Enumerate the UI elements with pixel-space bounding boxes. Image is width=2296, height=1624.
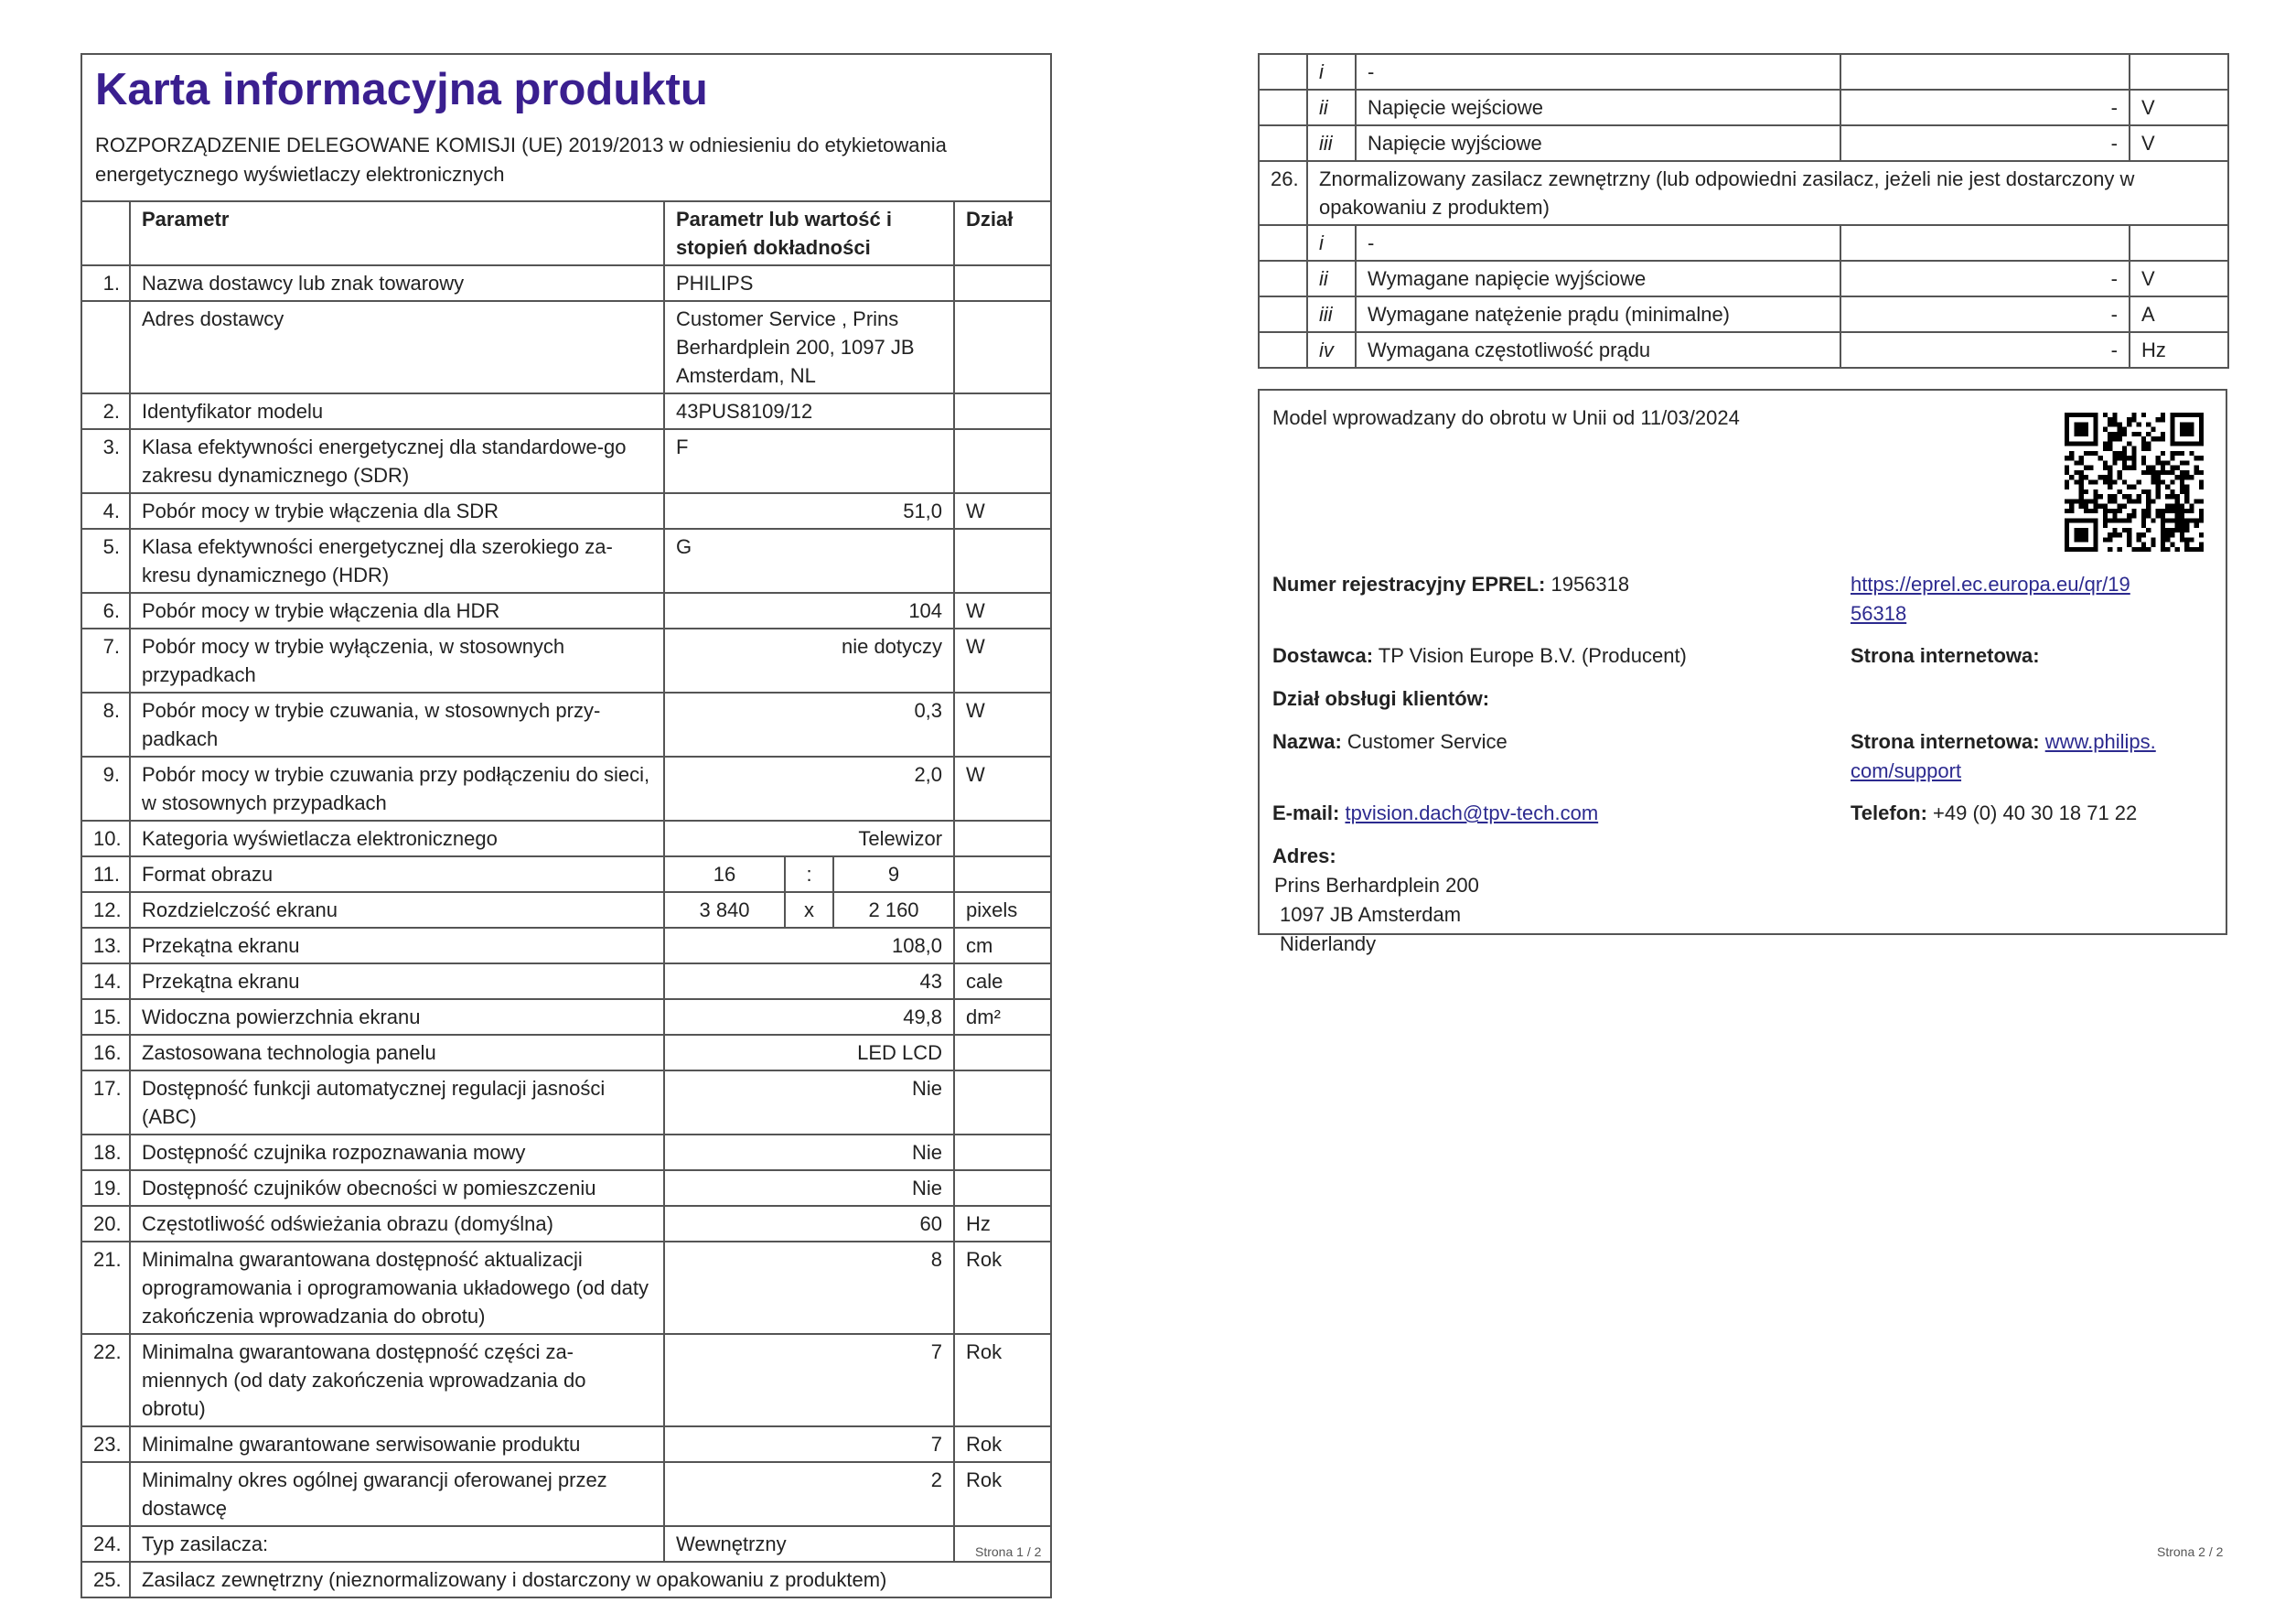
row-value: F — [664, 429, 954, 493]
table-row-26: 26. Znormalizowany zasilacz zewnętrzny (lub odpowiedni zasilacz, jeżeli nie jest dostarczony w opakowaniu z produktem) — [1259, 161, 2228, 225]
header-param: Parametr — [130, 201, 664, 265]
row-number: 1. — [81, 265, 130, 301]
row-unit: W — [954, 493, 1051, 529]
table-row — [81, 1462, 1051, 1526]
table-row-format: 11. Format obrazu 16 : 9 — [81, 856, 1051, 892]
customer-service-label: Dział obsługi klientów: — [1272, 687, 1490, 710]
sub-row-index: ii — [1307, 261, 1356, 296]
row-value: Wewnętrzny — [664, 1526, 954, 1562]
row-unit: Rok — [954, 1334, 1051, 1426]
row-parameter: Typ zasilacza: — [130, 1526, 664, 1562]
sub-row-spacer — [1259, 54, 1307, 90]
row-value: 104 — [664, 593, 954, 629]
table-row — [81, 1526, 1051, 1562]
eprel-link[interactable]: https://eprel.ec.europa.eu/qr/19 56318 — [1851, 573, 2130, 625]
row-parameter: Minimalny okres ogólnej gwarancji oferowanej przez dostawcę — [130, 1462, 664, 1526]
sub-row-index: iii — [1307, 125, 1356, 161]
sub-row-spacer — [1259, 332, 1307, 368]
sub-row-parameter: Napięcie wyjściowe — [1356, 125, 1840, 161]
row-number — [81, 1462, 130, 1526]
table-row — [81, 693, 1051, 757]
row-value: 49,8 — [664, 999, 954, 1035]
sub-row-parameter: Wymagane napięcie wyjściowe — [1356, 261, 1840, 296]
row-number: 10. — [81, 821, 130, 856]
power-supply-table — [1258, 53, 2229, 369]
row-number: 14. — [81, 963, 130, 999]
row-number: 16. — [81, 1035, 130, 1070]
row-number: 3. — [81, 429, 130, 493]
row-value: nie dotyczy — [664, 629, 954, 693]
sub-row-spacer — [1259, 225, 1307, 261]
row-parameter: Minimalna gwarantowana dostępność aktualizacji oprogramowania i oprogramowania układowego (od daty zakończenia wprowadzania do obrotu) — [130, 1242, 664, 1334]
page-1 — [80, 53, 1052, 1598]
address-line-3: Niderlandy — [1280, 932, 1377, 955]
eprel-label: Numer rejestracyjny EPREL: — [1272, 573, 1546, 596]
row-value: 0,3 — [664, 693, 954, 757]
row-value: 8 — [664, 1242, 954, 1334]
phone-label: Telefon: — [1851, 801, 1927, 824]
row-number: 20. — [81, 1206, 130, 1242]
row-value: 2 — [664, 1462, 954, 1526]
table-row — [81, 493, 1051, 529]
table-row — [81, 265, 1051, 301]
table-row — [81, 629, 1051, 693]
table-row — [81, 429, 1051, 493]
row-value: G — [664, 529, 954, 593]
row-value: Nie — [664, 1170, 954, 1206]
sub-row-index: i — [1307, 54, 1356, 90]
row-value: 51,0 — [664, 493, 954, 529]
row-parameter: Minimalna gwarantowana dostępność części za-miennych (od daty zakończenia wprowadzania do obrotu) — [130, 1334, 664, 1426]
row-value: Nie — [664, 1135, 954, 1170]
table-row — [81, 821, 1051, 856]
table-row — [81, 393, 1051, 429]
header-unit: Dział — [954, 201, 1051, 265]
row-parameter: Pobór mocy w trybie włączenia dla SDR — [130, 493, 664, 529]
row-number: 8. — [81, 693, 130, 757]
sub-row-index: ii — [1307, 90, 1356, 125]
table-row — [81, 757, 1051, 821]
table-row-25: 25. Zasilacz zewnętrzny (nieznormalizowany i dostarczony w opakowaniu z produktem) — [81, 1562, 1051, 1597]
row-value: 43PUS8109/12 — [664, 393, 954, 429]
row-unit: W — [954, 693, 1051, 757]
phone-value: +49 (0) 40 30 18 71 22 — [1933, 801, 2138, 824]
table-row — [81, 1170, 1051, 1206]
table-header-row — [81, 201, 1051, 265]
table-row — [81, 928, 1051, 963]
table-row — [81, 529, 1051, 593]
row-unit: W — [954, 629, 1051, 693]
sub-row-parameter: Wymagane natężenie prądu (minimalne) — [1356, 296, 1840, 332]
table-row — [81, 1070, 1051, 1135]
row-parameter: Nazwa dostawcy lub znak towarowy — [130, 265, 664, 301]
sub-row-unit: V — [2130, 261, 2228, 296]
row-number: 18. — [81, 1135, 130, 1170]
row-unit: cm — [954, 928, 1051, 963]
row-value: PHILIPS — [664, 265, 954, 301]
sub-row-value: - — [1840, 125, 2130, 161]
row-parameter: Minimalne gwarantowane serwisowanie produktu — [130, 1426, 664, 1462]
row-unit: W — [954, 593, 1051, 629]
sub-row-unit — [2130, 225, 2228, 261]
row-value: Telewizor — [664, 821, 954, 856]
website2-label: Strona internetowa: — [1851, 730, 2040, 753]
supplier-value: TP Vision Europe B.V. (Producent) — [1378, 644, 1687, 667]
row-number: 24. — [81, 1526, 130, 1562]
sub-row — [1259, 261, 2228, 296]
row-unit: Rok — [954, 1462, 1051, 1526]
model-info-box — [1258, 389, 2227, 955]
website-label: Strona internetowa: — [1851, 644, 2040, 667]
sub-row — [1259, 225, 2228, 261]
row-number: 17. — [81, 1070, 130, 1135]
sub-row — [1259, 90, 2228, 125]
sub-row-unit — [2130, 54, 2228, 90]
sheet-header — [80, 53, 1052, 200]
row-unit — [954, 265, 1051, 301]
sub-row-value: - — [1840, 332, 2130, 368]
row-unit — [954, 821, 1051, 856]
sub-row-unit: A — [2130, 296, 2228, 332]
row-parameter: Adres dostawcy — [130, 301, 664, 393]
table-row — [81, 963, 1051, 999]
model-intro: Model wprowadzany do obrotu w Unii od 11/03/2024 — [1272, 406, 1740, 429]
row-value: 108,0 — [664, 928, 954, 963]
row-unit: dm² — [954, 999, 1051, 1035]
row-parameter: Przekątna ekranu — [130, 928, 664, 963]
row-parameter: Pobór mocy w trybie czuwania, w stosownych przy-padkach — [130, 693, 664, 757]
row-unit — [954, 529, 1051, 593]
row-value: Customer Service , Prins Berhardplein 200, 1097 JB Amsterdam, NL — [664, 301, 954, 393]
row-parameter: Klasa efektywności energetycznej dla szerokiego za-kresu dynamicznego (HDR) — [130, 529, 664, 593]
sub-row-spacer — [1259, 90, 1307, 125]
sub-row-parameter: Napięcie wejściowe — [1356, 90, 1840, 125]
row-number: 6. — [81, 593, 130, 629]
sub-row-spacer — [1259, 261, 1307, 296]
row-number: 19. — [81, 1170, 130, 1206]
row-parameter: Dostępność funkcji automatycznej regulacji jasności (ABC) — [130, 1070, 664, 1135]
qr-code-icon — [2065, 413, 2204, 552]
row-value: 7 — [664, 1334, 954, 1426]
page-title: Karta informacyjna produktu — [95, 65, 708, 114]
sub-row-parameter: Wymagana częstotliwość prądu — [1356, 332, 1840, 368]
sub-row-unit: V — [2130, 90, 2228, 125]
row-unit — [954, 1135, 1051, 1170]
sub-row — [1259, 332, 2228, 368]
sub-row-value: - — [1840, 296, 2130, 332]
row-number: 21. — [81, 1242, 130, 1334]
row-parameter: Dostępność czujnika rozpoznawania mowy — [130, 1135, 664, 1170]
row-unit — [954, 393, 1051, 429]
table-row — [81, 593, 1051, 629]
row-number — [81, 301, 130, 393]
header-value: Parametr lub wartość i stopień dokładności — [664, 201, 954, 265]
row-unit — [954, 301, 1051, 393]
row-unit: Rok — [954, 1426, 1051, 1462]
name-value: Customer Service — [1346, 730, 1507, 753]
address-line-1: Prins Berhardplein 200 — [1274, 874, 1479, 897]
philips-support-link-2[interactable]: com/support — [1851, 759, 1962, 782]
table-row — [81, 1426, 1051, 1462]
page-2-footer: Strona 2 / 2 — [2157, 1544, 2224, 1559]
row-unit — [954, 1070, 1051, 1135]
row-number: 5. — [81, 529, 130, 593]
sub-row-spacer — [1259, 125, 1307, 161]
sub-row-parameter: - — [1356, 54, 1840, 90]
row-unit — [954, 429, 1051, 493]
table-row — [81, 1334, 1051, 1426]
row-parameter: Pobór mocy w trybie czuwania przy podłączeniu do sieci, w stosownych przypadkach — [130, 757, 664, 821]
sub-row-unit: V — [2130, 125, 2228, 161]
row-number: 22. — [81, 1334, 130, 1426]
sub-row-value — [1840, 54, 2130, 90]
row-parameter: Pobór mocy w trybie włączenia dla HDR — [130, 593, 664, 629]
table-row — [81, 1135, 1051, 1170]
table-row — [81, 999, 1051, 1035]
table-row — [81, 1035, 1051, 1070]
row-number: 23. — [81, 1426, 130, 1462]
row-value: 60 — [664, 1206, 954, 1242]
row-value: 7 — [664, 1426, 954, 1462]
row-number: 13. — [81, 928, 130, 963]
sub-row-parameter: - — [1356, 225, 1840, 261]
name-label: Nazwa: — [1272, 730, 1342, 753]
sub-row-value: - — [1840, 90, 2130, 125]
row-value: 2,0 — [664, 757, 954, 821]
row-number: 15. — [81, 999, 130, 1035]
row-parameter: Widoczna powierzchnia ekranu — [130, 999, 664, 1035]
row-number: 2. — [81, 393, 130, 429]
eprel-number: 1956318 — [1550, 573, 1630, 596]
table-row — [81, 1206, 1051, 1242]
table-row-resolution: 12. Rozdzielczość ekranu 3 840 x 2 160 pixels — [81, 892, 1051, 928]
row-value: LED LCD — [664, 1035, 954, 1070]
email-link[interactable]: tpvision.dach@tpv-tech.com — [1345, 801, 1599, 824]
sub-row-index: iv — [1307, 332, 1356, 368]
row-parameter: Częstotliwość odświeżania obrazu (domyślna) — [130, 1206, 664, 1242]
email-label: E-mail: — [1272, 801, 1340, 824]
regulation-text: ROZPORZĄDZENIE DELEGOWANE KOMISJI (UE) 2019/2013 w odniesieniu do etykietowania energetycznego wyświetlaczy elektronicznych — [95, 134, 947, 187]
address-line-2: 1097 JB Amsterdam — [1280, 903, 1462, 926]
sub-row-index: iii — [1307, 296, 1356, 332]
row-unit: cale — [954, 963, 1051, 999]
sub-row-unit: Hz — [2130, 332, 2228, 368]
row-value: Nie — [664, 1070, 954, 1135]
row-parameter: Pobór mocy w trybie wyłączenia, w stosownych przypadkach — [130, 629, 664, 693]
row-parameter: Klasa efektywności energetycznej dla standardowe-go zakresu dynamicznego (SDR) — [130, 429, 664, 493]
row-unit: W — [954, 757, 1051, 821]
sub-row-index: i — [1307, 225, 1356, 261]
page-1-footer: Strona 1 / 2 — [975, 1544, 1042, 1559]
address-label: Adres: — [1272, 844, 1336, 867]
row-value: 43 — [664, 963, 954, 999]
sub-row-value — [1840, 225, 2130, 261]
row-parameter: Dostępność czujników obecności w pomieszczeniu — [130, 1170, 664, 1206]
row-parameter: Identyfikator modelu — [130, 393, 664, 429]
sub-row — [1259, 296, 2228, 332]
row-number: 9. — [81, 757, 130, 821]
philips-support-link[interactable]: www.philips. — [2044, 730, 2156, 753]
product-info-table — [80, 200, 1052, 1598]
row-number: 4. — [81, 493, 130, 529]
row-parameter: Przekątna ekranu — [130, 963, 664, 999]
sub-row-value: - — [1840, 261, 2130, 296]
row-unit — [954, 1035, 1051, 1070]
sub-row-spacer — [1259, 296, 1307, 332]
table-row — [81, 1242, 1051, 1334]
table-row — [81, 301, 1051, 393]
row-number: 7. — [81, 629, 130, 693]
row-unit: Rok — [954, 1242, 1051, 1334]
row-parameter: Kategoria wyświetlacza elektronicznego — [130, 821, 664, 856]
sub-row — [1259, 54, 2228, 90]
row-parameter: Zastosowana technologia panelu — [130, 1035, 664, 1070]
row-unit — [954, 1170, 1051, 1206]
page-2 — [1258, 53, 2227, 955]
row-unit: Hz — [954, 1206, 1051, 1242]
sub-row — [1259, 125, 2228, 161]
supplier-label: Dostawca: — [1272, 644, 1374, 667]
